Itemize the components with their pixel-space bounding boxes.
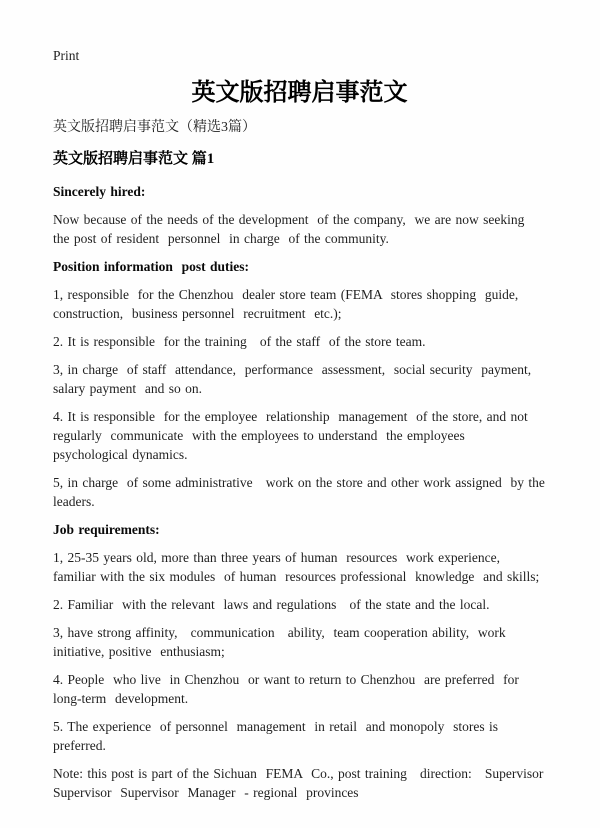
requirement-item-5: 5. The experience of personnel management in retail and monopoly stores is preferred. (53, 719, 503, 753)
requirements-heading: Job requirements: (53, 522, 160, 537)
section-heading: 英文版招聘启事范文 篇1 (53, 151, 215, 167)
article-body (53, 182, 550, 802)
requirement-item-1: 1, 25-35 years old, more than three years of human resources work experience, familiar with the six modules of human resources professional knowledge and skills; (53, 550, 540, 584)
requirement-item-2: 2. Familiar with the relevant laws and regulations of the state and the local. (53, 597, 490, 612)
duties-heading: Position information post duties: (53, 259, 250, 274)
document-subtitle: 英文版招聘启事范文（精选3篇） (53, 120, 256, 135)
requirement-item-4: 4. People who live in Chenzhou or want to return to Chenzhou are preferred for long-term development. (53, 672, 524, 706)
note-paragraph: Note: this post is part of the Sichuan FEMA Co., post training direction: Supervisor Supervisor Supervisor Manager - regional provinces (53, 766, 548, 800)
greeting-heading: Sincerely hired: (53, 184, 146, 199)
document-title: 英文版招聘启事范文 (191, 79, 408, 106)
intro-paragraph: Now because of the needs of the development of the company, we are now seeking the post of resident personnel in charge of the community. (53, 212, 534, 246)
print-link[interactable]: Print (53, 48, 80, 63)
duty-item-4: 4. It is responsible for the employee relationship management of the store, and not regularly communicate with the employees to understand the employees psychological dynamics. (53, 409, 533, 462)
duty-item-2: 2. It is responsible for the training of the staff of the store team. (53, 334, 426, 349)
duty-item-1: 1, responsible for the Chenzhou dealer store team (FEMA stores shopping guide, construction, business personnel recruitment etc.); (53, 287, 523, 321)
duty-item-5: 5, in charge of some administrative work on the store and other work assigned by the leaders. (53, 475, 550, 509)
requirement-item-3: 3, have strong affinity, communication ability, team cooperation ability, work initiative, positive enthusiasm; (53, 625, 511, 659)
duty-item-3: 3, in charge of staff attendance, performance assessment, social security payment, salary payment and so on. (53, 362, 540, 396)
